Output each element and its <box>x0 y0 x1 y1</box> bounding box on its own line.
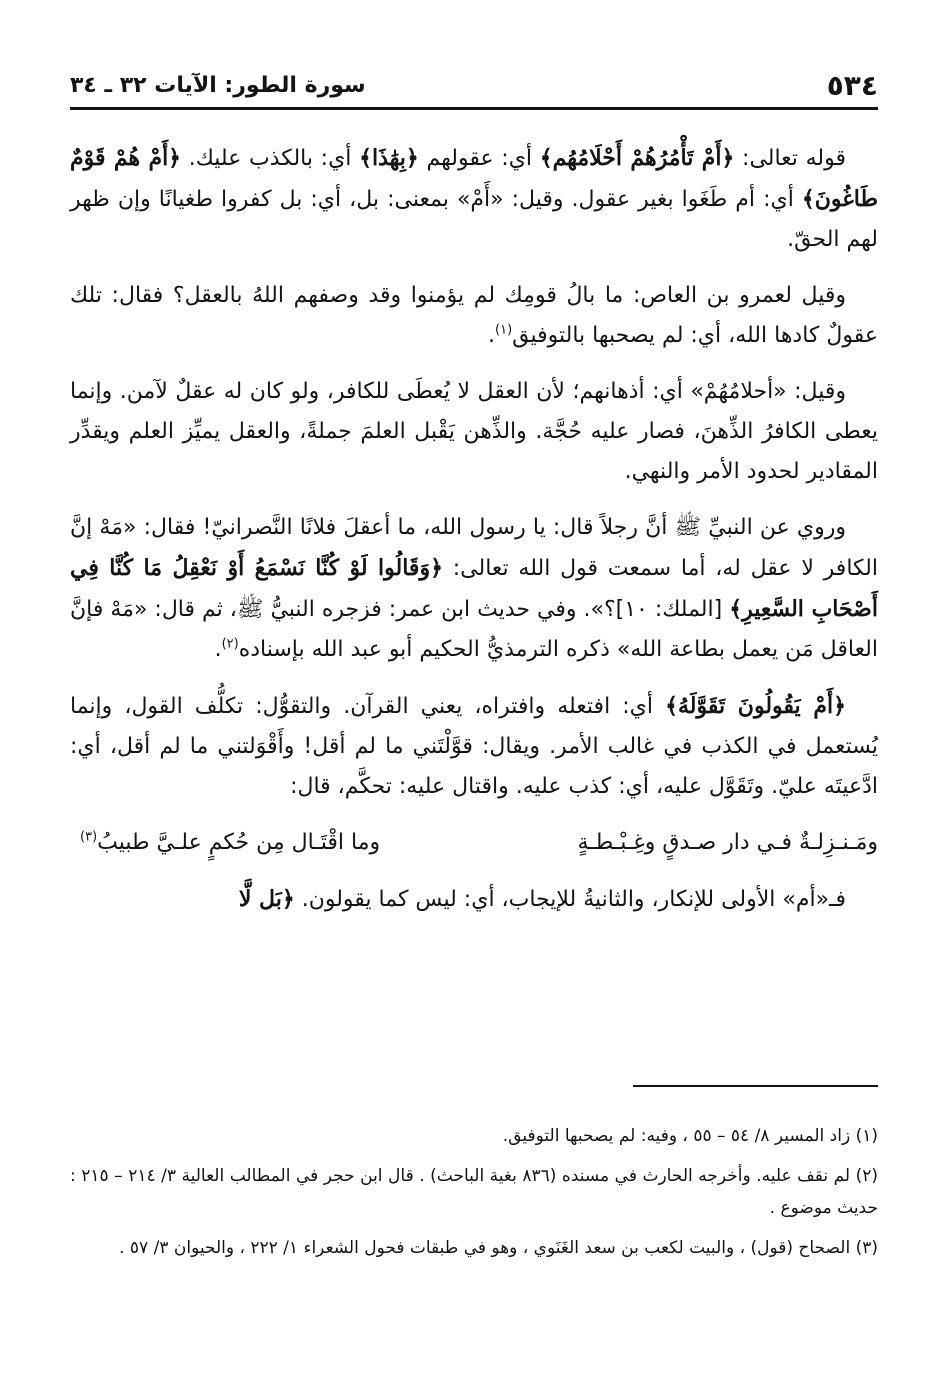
footnote-1 <box>70 1120 878 1152</box>
paragraph-4 <box>70 508 878 670</box>
footnote-number: (٢) <box>855 1166 879 1186</box>
paragraph-3 <box>70 372 878 492</box>
footnote-separator <box>633 1085 878 1087</box>
verse-second-hemistich <box>80 823 380 863</box>
footnote-ref: (١) <box>495 322 513 338</box>
poetry-verse <box>70 823 878 863</box>
paragraph-2 <box>70 276 878 356</box>
footnote-2 <box>70 1160 878 1224</box>
footnote-3 <box>70 1232 878 1264</box>
verse-second-text: وما اقْتَـال مِن حُكمٍ علـيَّ طبيبُ <box>97 830 381 855</box>
paragraph-text: . <box>488 323 495 348</box>
footnote-ref: (٣) <box>80 829 98 845</box>
paragraph-text: أي: بالكذب عليك. <box>181 146 360 171</box>
quran-quote: ﴿بِهَٰذَا﴾ <box>359 145 419 171</box>
paragraph-5 <box>70 686 878 807</box>
paragraph-text: . <box>214 637 222 662</box>
quran-quote: ﴿بَل لَّا <box>238 886 295 912</box>
quran-quote: ﴿وَقَالُوا لَوْ كُنَّا نَسْمَعُ أَوْ نَعْقِلُ مَا كُنَّا فِي أَصْحَابِ السَّعِيرِ﴾ <box>70 555 878 622</box>
paragraph-text: فـ«أم» الأولى للإنكار، والثانيةُ للإيجاب، أي: ليس كما يقولون. <box>294 887 846 912</box>
paragraph-text: [الملك: ١٠]؟». وفي حديث ابن عمر: فزجره النبيُّ ﷺ، ثم قال: «مَهْ فإنَّ العاقل مَن يعمل بطاعة الله» ذكره الترمذيُّ الحكيم أبو عبد الله بإسناده <box>70 597 878 662</box>
paragraph-text: أي: عقولهم <box>418 146 540 171</box>
page-header <box>70 66 878 110</box>
paragraph-text: وروي عن النبيِّ ﷺ أنَّ رجلاً قال: يا رسول الله، ما أعقلَ فلانًا النَّصرانيّ! فقال: «مَهْ إنَّ الكافر لا عقل له، أما سمعت قول الله تعالى: <box>70 515 878 581</box>
quran-quote: ﴿أَمْ تَأْمُرُهُمْ أَحْلَامُهُم﴾ <box>539 145 735 171</box>
paragraph-text: وقيل لعمرو بن العاص: ما بالُ قومِك لم يؤمنوا وقد وصفهم اللهُ بالعقل؟ فقال: تلك عقولٌ كادها الله، أي: لم يصحبها بالتوفيق <box>70 283 878 348</box>
verse-first-hemistich: ومَـنـزِلـةٌ فـي دار صـدقٍ وغِـبْـطـةٍ <box>577 830 878 855</box>
page-number: ٥٣٤ <box>826 69 878 102</box>
running-title: سورة الطور: الآيات ٣٢ ـ ٣٤ <box>70 73 366 98</box>
footnote-text: زاد المسير ٨/ ٥٤ – ٥٥ ، وفيه: لم يصحبها التوفيق. <box>502 1126 856 1146</box>
quran-quote: ﴿أَمْ يَقُولُونَ تَقَوَّلَهُ﴾ <box>665 693 846 719</box>
paragraph-text: أي: أم طَغَوا بغير عقول. وقيل: «أَمْ» بمعنى: بل، أي: بل كفروا طغيانًا وإن ظهر لهم الحقّ. <box>70 187 878 252</box>
paragraph-text: أي: افتعله وافتراه، يعني القرآن. والتقوُّل: تكلُّف القول، وإنما يُستعمل في الكذب في غالب الأمر. ويقال: قوَّلْتَني ما لم أقل! وأَقْوَلتني ما لم أقل، أي: ادَّعيتَه عليّ. وتَقَوَّل عليه، أي: كذب عليه. واقتال عليه: تحكَّم، قال: <box>70 694 878 799</box>
footnotes <box>70 1120 878 1272</box>
footnote-number: (٣) <box>855 1238 878 1258</box>
footnote-text: لم نقف عليه. وأخرجه الحارث في مسنده (٨٣٦ بغية الباحث) . قال ابن حجر في المطالب العالية ٣/ ٢١٤ – ٢١٥ : حديث موضوع . <box>70 1166 878 1218</box>
paragraph-text: وقيل: «أحلامُهُمْ» أي: أذهانهم؛ لأن العقل لا يُعطَى للكافر، ولو كان له عقلٌ لآمن. وإنما يعطى الكافرُ الذِّهنَ، فصار عليه حُجَّة. والذِّهن يَقْبل العلمَ جملةً، والعقل يميِّز العلم ويقدِّر المقادير لحدود الأمر والنهي. <box>70 379 878 484</box>
paragraph-6 <box>70 879 878 920</box>
footnote-text: الصحاح (قول) ، والبيت لكعب بن سعد الغَنَوي ، وهو في طبقات فحول الشعراء ١/ ٢٢٢ ، والحيوان ٣/ ٥٧ . <box>119 1238 856 1258</box>
main-text <box>70 138 878 936</box>
paragraph-text: قوله تعالى: <box>734 146 846 171</box>
quran-quote: ﴿أَمْ هُمْ قَوْمٌ طَاغُونَ﴾ <box>70 145 878 212</box>
paragraph-1 <box>70 138 878 260</box>
footnote-ref: (٢) <box>221 636 239 652</box>
footnote-number: (١) <box>855 1126 878 1146</box>
